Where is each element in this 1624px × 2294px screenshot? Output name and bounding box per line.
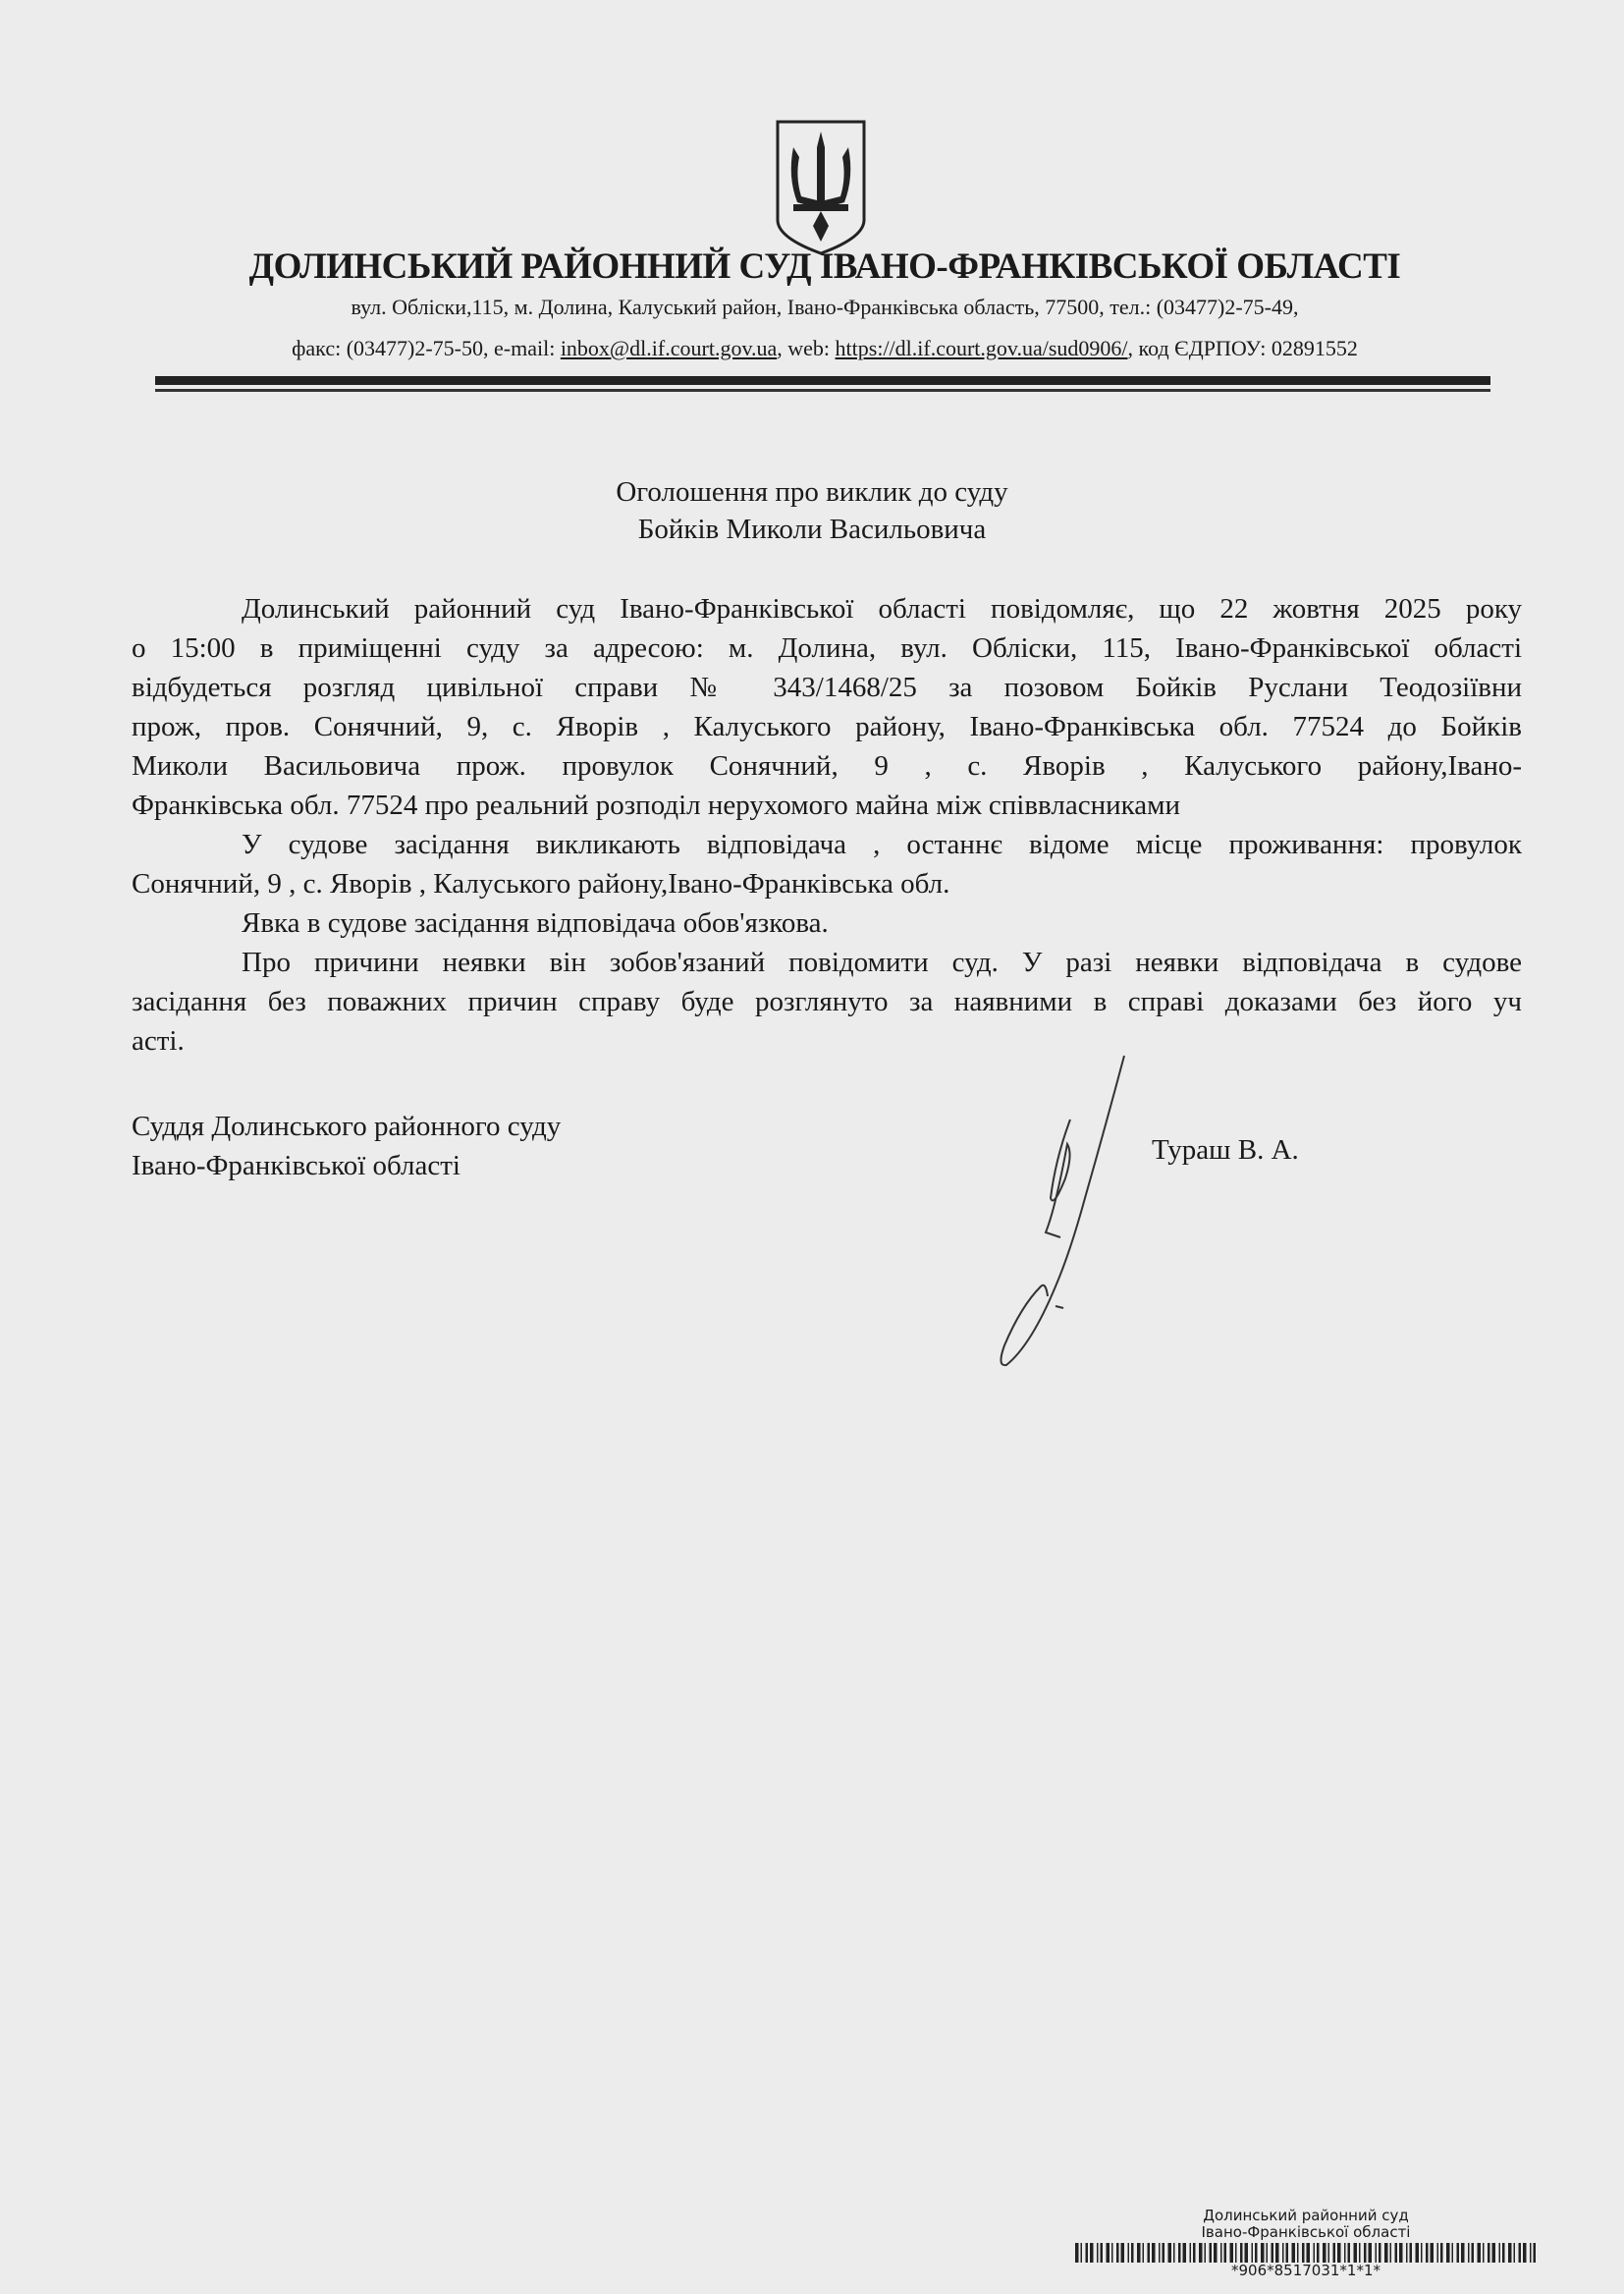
barcode-bar — [1272, 2243, 1274, 2263]
barcode-bar — [1152, 2243, 1156, 2263]
barcode-bar — [1452, 2243, 1454, 2263]
body-line: Франківська обл. 77524 про реальний розподіл нерухомого майна між співвласниками — [132, 790, 1181, 821]
barcode-bar — [1468, 2243, 1470, 2263]
barcode-bar — [1492, 2243, 1496, 2263]
barcode-bar — [1159, 2243, 1161, 2263]
body-line: о 15:00 в приміщенні суду за адресою: м. Долина, вул. Обліски, 115, Івано-Франківської області — [132, 632, 1522, 664]
barcode-bar — [1261, 2243, 1265, 2263]
barcode-bar — [1267, 2243, 1269, 2263]
fax-label: факс: (03477)2-75-50, e-mail: — [292, 336, 561, 360]
barcode-bar — [1359, 2243, 1361, 2263]
barcode-bar — [1384, 2243, 1388, 2263]
barcode-bar — [1148, 2243, 1151, 2263]
header-divider-thin — [155, 389, 1490, 392]
barcode-bar — [1333, 2243, 1336, 2263]
barcode-bar — [1075, 2243, 1079, 2263]
body-line: Сонячний, 9 , с. Яворів , Калуського району,Івано-Франківська обл. — [132, 868, 950, 900]
barcode-bar — [1235, 2243, 1237, 2263]
header-divider-thick — [155, 376, 1490, 385]
court-address: вул. Обліски,115, м. Долина, Калуський район, Івано-Франківська область, 77500, тел.: (03477)2-75-49, — [351, 295, 1299, 319]
barcode-bar — [1483, 2243, 1485, 2263]
barcode-bar — [1193, 2243, 1196, 2263]
barcode-bar — [1116, 2243, 1119, 2263]
handwritten-signature — [987, 1051, 1134, 1375]
barcode-bar — [1183, 2243, 1187, 2263]
barcode-bar — [1128, 2243, 1130, 2263]
barcode-bar — [1245, 2243, 1249, 2263]
barcode-bar — [1255, 2243, 1258, 2263]
body-line: асті. — [132, 1025, 185, 1057]
body-line: Миколи Васильовича прож. провулок Сонячний, 9 , с. Яворів , Калуського району,Івано- — [132, 750, 1522, 782]
barcode-bar — [1097, 2243, 1099, 2263]
barcode-bar — [1220, 2243, 1222, 2263]
barcode-bar — [1421, 2243, 1423, 2263]
judge-position-line: Івано-Франківської області — [132, 1150, 460, 1181]
barcode-bar — [1399, 2243, 1403, 2263]
barcode-bar — [1514, 2243, 1516, 2263]
barcode-bar — [1214, 2243, 1218, 2263]
barcode-bar — [1302, 2243, 1305, 2263]
barcode-bar — [1205, 2243, 1207, 2263]
barcode-number: *906*8517031*1*1* — [1230, 2262, 1381, 2279]
court-contacts — [147, 336, 1502, 361]
barcode-bar — [1190, 2243, 1192, 2263]
barcode-bar — [1107, 2243, 1110, 2263]
barcode-bar — [1137, 2243, 1141, 2263]
barcode-bar — [1286, 2243, 1289, 2263]
barcode-bar — [1121, 2243, 1125, 2263]
barcode-bar — [1440, 2243, 1443, 2263]
barcode-bar — [1323, 2243, 1326, 2263]
edrpou-code: , код ЄДРПОУ: 02891552 — [1127, 336, 1358, 360]
barcode-bar — [1317, 2243, 1320, 2263]
barcode-bar — [1240, 2243, 1243, 2263]
judge-position-line: Суддя Долинського районного суду — [132, 1111, 562, 1142]
barcode-bar — [1348, 2243, 1351, 2263]
body-line: засідання без поважних причин справу буде розглянуто за наявними в справі доказами без його уч — [132, 986, 1522, 1017]
barcode-bar — [1314, 2243, 1316, 2263]
barcode-bar — [1282, 2243, 1284, 2263]
barcode-bar — [1499, 2243, 1501, 2263]
barcode-bar — [1081, 2243, 1083, 2263]
barcode-bar — [1199, 2243, 1203, 2263]
body-line: Долинський районний суд Івано-Франківської області повідомляє, що 22 жовтня 2025 року — [242, 593, 1522, 625]
barcode-bar — [1090, 2243, 1094, 2263]
barcode-bar — [1252, 2243, 1254, 2263]
barcode-bar — [1376, 2243, 1378, 2263]
court-name-title: ДОЛИНСЬКИЙ РАЙОННИЙ СУД ІВАНО-ФРАНКІВСЬКОЇ ОБЛАСТІ — [248, 246, 1401, 287]
web-link[interactable]: https://dl.if.court.gov.ua/sud0906/ — [835, 336, 1128, 360]
barcode-bar — [1446, 2243, 1450, 2263]
judge-position — [132, 1107, 561, 1185]
barcode-bar — [1173, 2243, 1175, 2263]
barcode-bar — [1328, 2243, 1330, 2263]
judge-name: Тураш В. А. — [1152, 1134, 1299, 1166]
barcode-bar — [1461, 2243, 1465, 2263]
stamp-court-region: Івано-Франківської області — [1201, 2223, 1411, 2241]
barcode-bar — [1523, 2243, 1527, 2263]
barcode-bar — [1168, 2243, 1172, 2263]
barcode-bar — [1354, 2243, 1358, 2263]
barcode-bar — [1275, 2243, 1279, 2263]
body-line: прож, пров. Сонячний, 9, с. Яворів , Калуського району, Івано-Франківська обл. 77524 до Бойків — [132, 711, 1522, 742]
barcode-bar — [1416, 2243, 1420, 2263]
barcode-bar — [1478, 2243, 1482, 2263]
barcode-bar — [1344, 2243, 1346, 2263]
barcode-bar — [1379, 2243, 1381, 2263]
stamp-court-name: Долинський районний суд — [1203, 2207, 1409, 2224]
barcode-bar — [1472, 2243, 1475, 2263]
barcode-bar — [1143, 2243, 1145, 2263]
barcode-bar — [1426, 2243, 1429, 2263]
barcode-bar — [1101, 2243, 1104, 2263]
barcode-bar — [1519, 2243, 1522, 2263]
barcode-bar — [1364, 2243, 1367, 2263]
barcode-bar — [1457, 2243, 1460, 2263]
barcode-bar — [1178, 2243, 1181, 2263]
barcode-bar — [1437, 2243, 1439, 2263]
body-line: Про причини неявки він зобов'язаний повідомити суд. У разі неявки відповідача в судове — [242, 947, 1522, 978]
barcode-bar — [1508, 2243, 1512, 2263]
barcode-bar — [1534, 2243, 1537, 2263]
notice-body — [132, 589, 1522, 1061]
barcode-bar — [1131, 2243, 1134, 2263]
barcode-bar — [1307, 2243, 1311, 2263]
body-line: Явка в судове засідання відповідача обов'язкова. — [242, 907, 829, 939]
barcode-bar — [1431, 2243, 1435, 2263]
barcode-bar — [1210, 2243, 1213, 2263]
barcode-bar — [1292, 2243, 1296, 2263]
email-link[interactable]: inbox@dl.if.court.gov.ua — [560, 336, 778, 360]
body-line: У судове засідання викликають відповідача , останнє відоме місце проживання: провулок — [242, 829, 1522, 860]
notice-addressee: Бойків Миколи Васильовича — [637, 514, 987, 545]
barcode-bar — [1395, 2243, 1398, 2263]
barcode-bar — [1488, 2243, 1490, 2263]
notice-title: Оголошення про виклик до суду — [616, 476, 1008, 508]
barcode-bar — [1086, 2243, 1089, 2263]
barcode-bar — [1369, 2243, 1373, 2263]
trident-emblem-icon — [774, 118, 868, 255]
barcode-bar — [1224, 2243, 1227, 2263]
barcode-bar — [1502, 2243, 1505, 2263]
barcode-bar — [1390, 2243, 1392, 2263]
barcode-icon — [1075, 2243, 1537, 2263]
barcode-bar — [1406, 2243, 1408, 2263]
barcode-bar — [1297, 2243, 1299, 2263]
barcode-bar — [1337, 2243, 1341, 2263]
barcode-bar — [1530, 2243, 1532, 2263]
barcode-bar — [1163, 2243, 1165, 2263]
barcode-bar — [1230, 2243, 1234, 2263]
registration-stamp — [1070, 2208, 1542, 2279]
barcode-bar — [1410, 2243, 1413, 2263]
barcode-bar — [1111, 2243, 1113, 2263]
web-label: , web: — [777, 336, 836, 360]
body-line: відбудеться розгляд цивільної справи № 343/1468/25 за позовом Бойків Руслани Теодозіївни — [132, 672, 1522, 703]
